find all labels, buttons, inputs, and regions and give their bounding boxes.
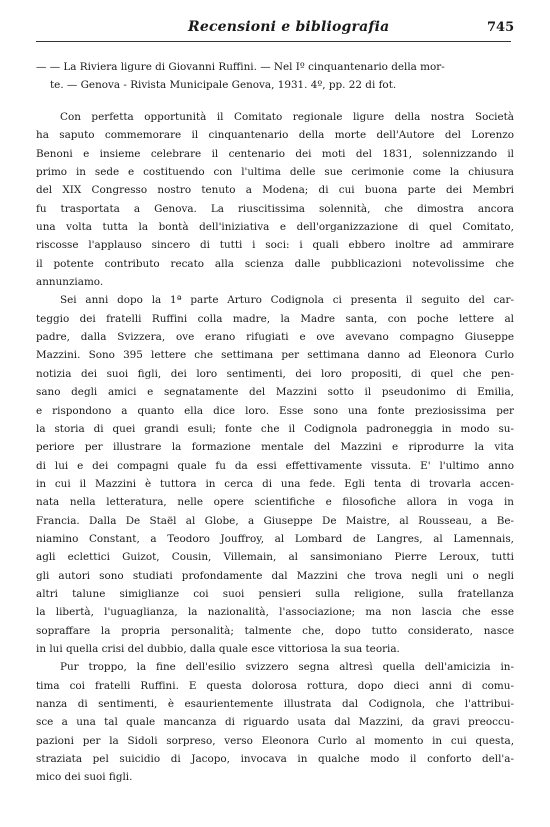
citation-line: — — La Riviera ligure di Giovanni Ruffini. — Nel Iº cinquantenario della mor- xyxy=(36,61,445,73)
text-line: Benoni e insieme celebrare il centenario dei moti del 1831, solennizzando il xyxy=(36,147,514,160)
text-line: Mazzini. Sono 395 lettere che settimana per settimana danno ad Eleonora Curlo xyxy=(36,349,514,362)
text-line: in cui il Mazzini è tuttora in cerca di una fede. Egli tenta di trovarla accen- xyxy=(36,477,514,490)
text-line: periore per illustrare la formazione mentale del Mazzini e riprodurre la vita xyxy=(36,441,514,454)
text-line: la storia di quei grandi esuli; fonte che il Codignola padroneggia in modo su- xyxy=(36,422,514,435)
page-number: 745 xyxy=(487,20,515,35)
text-line: pazioni per la Sidoli sorpreso, verso Eleonora Curlo al momento in cui questa, xyxy=(36,734,514,747)
text-line: gli autori sono studiati profondamente dal Mazzini che trova negli uni o negli xyxy=(36,569,514,582)
text-line: riscosse l'applauso sincero di tutti i soci: i quali ebbero inoltre ad ammirare xyxy=(36,239,514,252)
paragraph-2 xyxy=(36,291,514,658)
text-line: di lui e dei compagni quale fu da essi effettivamente vissuta. E' l'ultimo anno xyxy=(36,459,514,472)
bibliographic-citation xyxy=(36,58,514,94)
header-rule xyxy=(36,41,511,42)
text-line: primo in sede e costituendo con l'ultima delle sue cerimonie come la chiusura xyxy=(36,166,514,179)
text-line: straziata pel suicidio di Jacopo, invocava in qualche modo il conforto dell'a- xyxy=(36,753,514,766)
text-line: in lui quella crisi del dubbio, dalla quale esce vittoriosa la sua teoria. xyxy=(36,642,400,655)
text-line: Francia. Dalla De Staël al Globe, a Giuseppe De Maistre, al Rousseau, a Be- xyxy=(36,514,514,527)
text-line: e rispondono a quanto ella dice loro. Esse sono una fonte preziosissima per xyxy=(36,404,514,417)
text-line: altri talune simiglianze coi suoi pensieri sulla religione, sulla fratellanza xyxy=(36,587,514,600)
text-line: ha saputo commemorare il cinquantenario della morte dell'Autore del Lorenzo xyxy=(36,129,514,142)
text-line: niamino Constant, a Teodoro Jouffroy, al Lombard de Langres, al Lamennais, xyxy=(36,532,514,545)
text-line: Con perfetta opportunità il Comitato regionale ligure della nostra Società xyxy=(60,111,514,123)
paragraph-1 xyxy=(36,108,514,291)
text-line: annunziamo. xyxy=(36,276,104,289)
text-line: una volta tutta la bontà dell'iniziativa e dell'organizzazione di quel Comitato, xyxy=(36,221,514,234)
text-line: la libertà, l'uguaglianza, la nazionalità, l'associazione; ma non lascia che esse xyxy=(36,606,514,619)
citation-line: te. — Genova - Rivista Municipale Genova, 1931. 4º, pp. 22 di fot. xyxy=(50,79,397,91)
text-line: del XIX Congresso nostro tenuto a Modena; di cui buona parte dei Membri xyxy=(36,184,514,197)
paragraph-3 xyxy=(36,658,514,786)
text-line: teggio dei fratelli Ruffini colla madre, la Madre santa, con poche lettere al xyxy=(36,312,514,325)
text-line: nanza di sentimenti, è esaurientemente illustrata dal Codignola, che l'attribui- xyxy=(36,698,514,710)
text-line: sano degli amici e segnatamente del Mazzini sotto il pseudonimo di Emilia, xyxy=(36,386,514,399)
text-line: nata nella letteratura, nelle opere scientifiche e filosofiche allora in voga in xyxy=(36,496,514,509)
review-body xyxy=(36,108,514,787)
text-line: il potente contributo recato alla scienza dalle pubblicazioni notevolissime che xyxy=(36,257,514,270)
text-line: mico dei suoi figli. xyxy=(36,771,133,784)
text-line: Pur troppo, la fine dell'esilio svizzero segna altresì quella dell'amicizia in- xyxy=(60,661,514,674)
text-line: sce a una tal quale mancanza di riguardo usata dal Mazzini, da gravi preoccu- xyxy=(36,716,514,729)
text-line: Sei anni dopo la 1ª parte Arturo Codignola ci presenta il seguito del car- xyxy=(60,294,514,307)
running-head-title: Recensioni e bibliografia xyxy=(188,19,390,35)
text-line: sopraffare la propria personalità; talmente che, dopo tutto considerato, nasce xyxy=(36,624,514,637)
text-line: notizia dei suoi figli, dei loro sentimenti, dei loro propositi, di quel che pen- xyxy=(36,367,514,380)
text-line: fu trasportata a Genova. La riuscitissima solennità, che dimostra ancora xyxy=(36,202,514,215)
text-line: padre, dalla Svizzera, ove erano rifugiati e ove avevano compagno Giuseppe xyxy=(36,331,514,344)
running-head xyxy=(0,19,550,39)
text-line: agli eclettici Guizot, Cousin, Villemain, al sansimoniano Pierre Leroux, tutti xyxy=(36,551,514,564)
text-line: tima coi fratelli Ruffini. E questa dolorosa rottura, dopo dieci anni di comu- xyxy=(36,679,514,692)
